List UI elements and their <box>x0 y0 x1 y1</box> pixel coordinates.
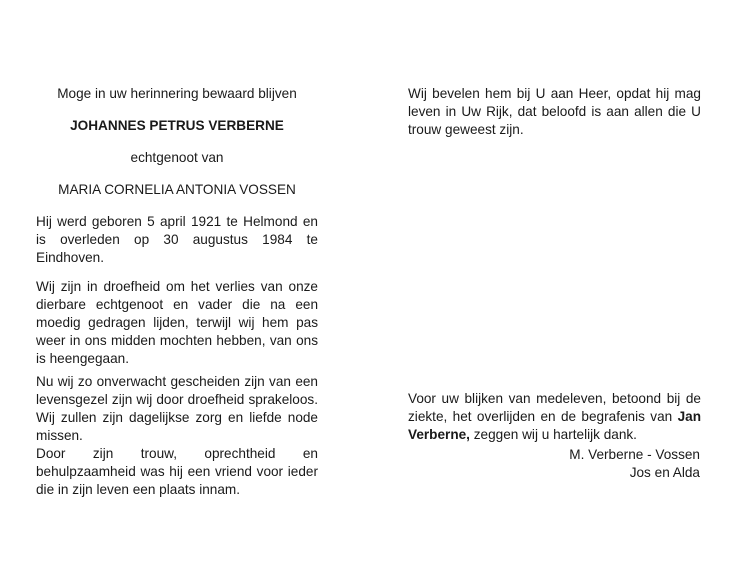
intro-text: Moge in uw herinnering bewaard blijven <box>57 86 297 101</box>
thanks-text-post: zeggen wij u hartelijk dank. <box>469 427 637 442</box>
thanks-paragraph <box>408 390 701 444</box>
separation-paragraph: Nu wij zo onverwacht gescheiden zijn van een levensgezel zijn wij door droefheid sprakeloos. Wij zullen zijn dagelijkse zorg en liefde node missen. <box>36 374 318 443</box>
signature-block <box>569 446 700 482</box>
thanks-text-pre: Voor uw blijken van medeleven, betoond bij de ziekte, het overlijden en de begrafenis van <box>408 391 701 424</box>
deceased-name: JOHANNES PETRUS VERBERNE <box>70 118 284 133</box>
birth-paragraph: Hij werd geboren 5 april 1921 te Helmond en is overleden op 30 augustus 1984 te Eindhoven. <box>36 214 318 265</box>
signature-line-2: Jos en Alda <box>629 465 700 480</box>
spouse-name: MARIA CORNELIA ANTONIA VOSSEN <box>58 182 296 197</box>
signature-line-1: M. Verberne - Vossen <box>569 447 700 462</box>
spouse-label: echtgenoot van <box>130 150 224 165</box>
grief-paragraph: Wij zijn in droefheid om het verlies van onze dierbare echtgenoot en vader die na een moedig gedragen lijden, terwijl wij hem pas weer in ons midden mochten hebben, van ons is heengegaan. <box>36 279 318 366</box>
prayer-paragraph: Wij bevelen hem bij U aan Heer, opdat hij mag leven in Uw Rijk, dat beloofd is aan allen die U trouw geweest zijn. <box>408 86 701 137</box>
thanks-name: Jan Verberne, <box>408 409 702 442</box>
loyalty-paragraph: Door zijn trouw, oprechtheid en behulpzaamheid was hij een vriend voor ieder die in zijn leven een plaats innam. <box>36 446 318 497</box>
